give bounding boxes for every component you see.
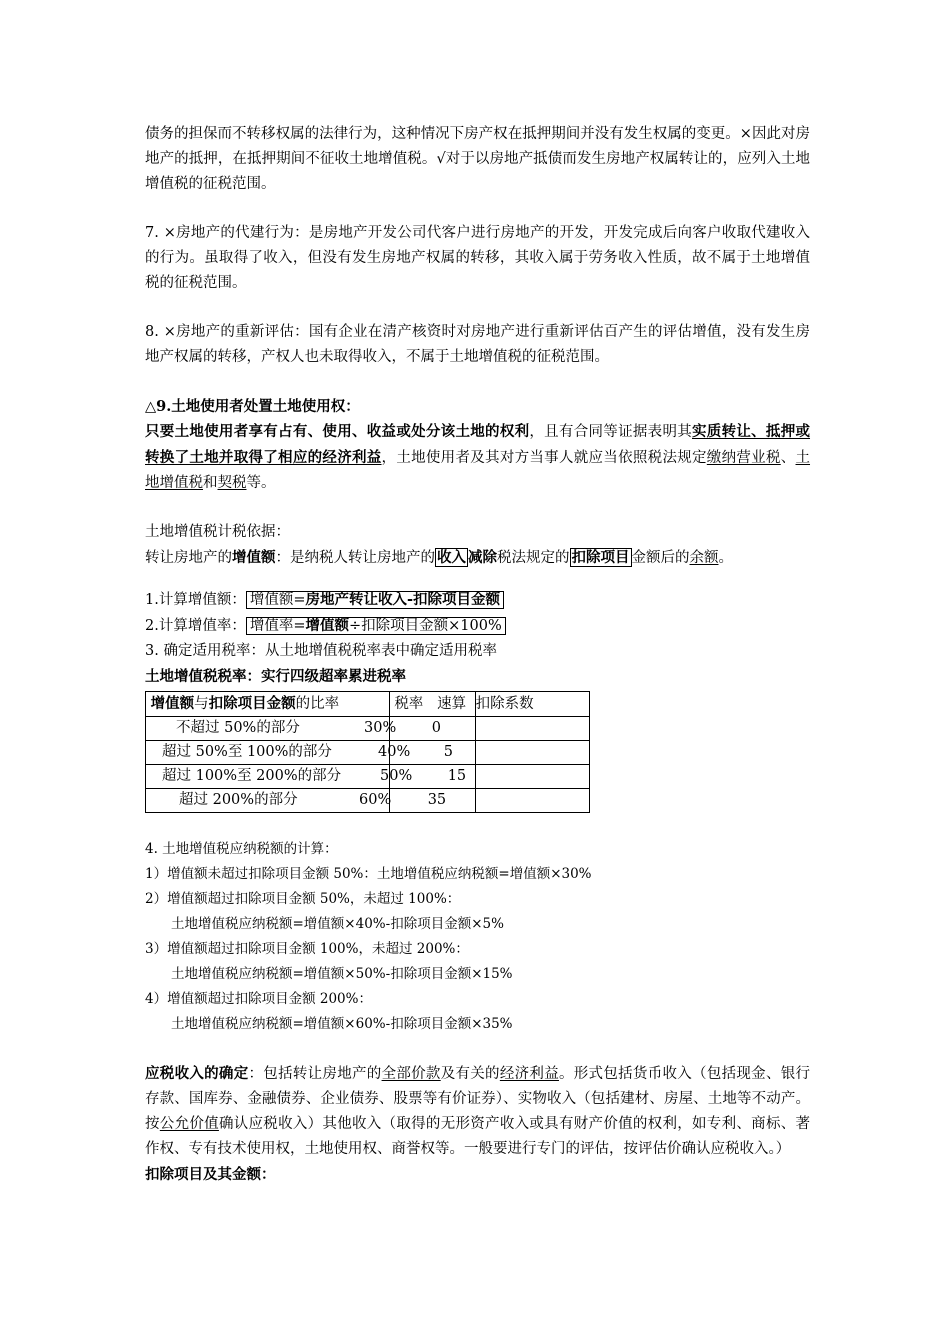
table-row	[146, 765, 590, 789]
para-9-key-condition: 实质转让、抵押或转换了土地并取得了相应的经济利益	[145, 423, 811, 466]
basis-text: 税法规定的	[497, 550, 570, 566]
row-quick-cell	[389, 741, 475, 765]
row-range-text: 不超过 50%的部分	[176, 720, 300, 736]
para-9-tail: ，土地使用者及其对方当事人就应当依照税法规定	[381, 450, 707, 466]
table-row	[146, 717, 590, 741]
step-2-pre: 增值率=	[249, 618, 306, 634]
row-quick-cell	[389, 717, 475, 741]
para-9-bold-lead: 只要土地使用者享有占有、使用、收益或处分该土地的权利	[145, 423, 530, 440]
basis-term: 增值额	[232, 549, 276, 566]
row-empty	[475, 765, 589, 789]
table-row	[146, 741, 590, 765]
basis-text: ：是纳税人转让房地产的	[275, 550, 435, 566]
para-9-body	[145, 419, 810, 496]
income-text: 。形式包括货币收入（包括现金、银行存款、国库券、金融债券、企业债券、股票等有价证券）、实物收入（包括建材、房屋、土地等不动产。按	[145, 1066, 811, 1132]
step-2-post: ÷扣除项目金额×100%	[349, 618, 502, 634]
row-rate: 60%	[359, 792, 392, 808]
row-range	[146, 717, 397, 741]
row-rate: 40%	[378, 744, 411, 760]
income-economic-benefit: 经济利益	[499, 1066, 559, 1082]
step-1-formula-box	[246, 591, 504, 609]
table-row	[146, 789, 590, 813]
row-range-text: 超过 50%至 100%的部分	[162, 744, 332, 760]
row-quick: 35	[427, 792, 447, 808]
step-2	[145, 613, 810, 639]
basis-income-box: 收入	[437, 549, 466, 566]
calc-formula-3: 土地增值税应纳税额=增值额×50%-扣除项目金额×15%	[171, 966, 513, 982]
step-2-formula-box	[246, 617, 506, 635]
row-empty	[475, 789, 589, 813]
header-rate	[389, 692, 475, 717]
row-quick: 0	[431, 720, 441, 736]
calc-line-2: 2）增值额超过扣除项目金额 50%，未超过 100%：	[145, 891, 461, 907]
para-mortgage: 债务的担保而不转移权属的法律行为，这种情况下房产权在抵押期间并没有发生权属的变更。×因此对房地产的抵押，在抵押期间不征收土地增值税。√对于以房地产抵债而发生房地产权属转让的，应列入土地增值税的征税范围。	[145, 126, 810, 192]
row-range-text: 超过 100%至 200%的部分	[162, 768, 342, 784]
basis-title: 土地增值税计税依据：	[145, 524, 290, 540]
para-9-mid: ，且有合同等证据表明其	[529, 424, 693, 440]
tax-deed: 契税	[217, 475, 247, 491]
row-empty	[475, 717, 589, 741]
row-range-text: 超过 200%的部分	[179, 792, 298, 808]
calc-formula-4: 土地增值税应纳税额=增值额×60%-扣除项目金额×35%	[171, 1016, 513, 1032]
income-heading: 应税收入的确定	[145, 1065, 249, 1082]
income-fair-value: 公允价值	[159, 1116, 219, 1132]
row-quick: 15	[447, 768, 467, 784]
step-1-formula: 房地产转让收入-扣除项目金额	[305, 591, 501, 608]
basis-deduct-box: 扣除项目	[571, 549, 630, 566]
rate-table	[145, 691, 590, 813]
header-quick-label: 速算	[437, 695, 467, 712]
step-1	[145, 587, 810, 613]
row-range	[146, 789, 390, 813]
income-text: ：包括转让房地产的	[248, 1066, 382, 1082]
header-coef: 扣除系数	[475, 692, 589, 717]
rate-table-title: 土地增值税税率：实行四级超率累进税率	[145, 668, 406, 685]
header-ratio-mid: 与	[194, 696, 209, 712]
row-quick-cell	[389, 765, 475, 789]
row-rate: 50%	[380, 768, 413, 784]
header-ratio-end: 的比率	[295, 696, 340, 712]
row-range	[146, 765, 413, 789]
row-quick: 5	[443, 744, 453, 760]
sep: 、	[780, 450, 796, 466]
basis-text: 转让房地产的	[145, 550, 232, 566]
row-empty	[475, 741, 589, 765]
tax-business: 缴纳营业税	[706, 450, 781, 466]
para-8-revaluation: 8. ×房地产的重新评估：国有企业在清产核资时对房地产进行重新评估百产生的评估增值，没有发生房地产权属的转移，产权人也未取得收入，不属于土地增值税的征税范围。	[145, 324, 810, 365]
step-2-bold: 增值额	[305, 617, 349, 634]
income-paragraph	[145, 1061, 810, 1162]
tax-land-vat: 土地增值税	[145, 450, 811, 491]
document-page	[145, 122, 810, 1187]
row-rate: 30%	[364, 720, 397, 736]
basis-minus: 减除	[468, 549, 497, 566]
calc-line-3: 3）增值额超过扣除项目金额 100%，未超过 200%：	[145, 941, 469, 957]
calc-line-1: 1）增值额未超过扣除项目金额 50%：土地增值税应纳税额=增值额×30%	[145, 866, 592, 882]
calc-line-4: 4）增值额超过扣除项目金额 200%：	[145, 991, 372, 1007]
row-range	[146, 741, 411, 765]
calc-formula-2: 土地增值税应纳税额=增值额×40%-扣除项目金额×5%	[171, 916, 504, 932]
step-1-label: 1.计算增值额：	[145, 592, 246, 608]
para-9-heading: △9.土地使用者处置土地使用权：	[145, 398, 360, 415]
para-7-agency-construction: 7. ×房地产的代建行为：是房地产开发公司代客户进行房地产的开发，开发完成后向客户收取代建收入的行为。虽取得了收入，但没有发生房地产权属的转移，其收入属于劳务收入性质，故不属于土地增值税的征税范围。	[145, 225, 810, 291]
step-3: 3. 确定适用税率：从土地增值税税率表中确定适用税率	[145, 643, 497, 659]
header-rate-label: 税率	[394, 695, 424, 712]
row-quick-cell	[389, 789, 475, 813]
income-text: 及有关的	[440, 1066, 500, 1082]
sep: 和	[203, 475, 218, 491]
basis-definition	[145, 545, 810, 571]
rate-table-header	[146, 692, 590, 717]
calc-title: 4. 土地增值税应纳税额的计算：	[145, 841, 338, 857]
basis-text: 金额后的	[631, 550, 690, 566]
income-full-price: 全部价款	[381, 1066, 441, 1082]
basis-text: 。	[718, 550, 733, 566]
header-ratio-bold1: 增值额	[150, 695, 195, 712]
header-ratio-bold2: 扣除项目金额	[208, 695, 296, 712]
para-9-end: 等。	[246, 475, 276, 491]
income-text: 确认应税收入）其他收入（取得的无形资产收入或具有财产价值的权利，如专利、商标、著作权、专有技术使用权，土地使用权、商誉权等。一般要进行专门的评估，按评估价确认应税收入。）	[145, 1116, 811, 1157]
basis-balance: 余额	[689, 550, 719, 566]
header-ratio	[146, 692, 390, 717]
deduction-heading: 扣除项目及其金额：	[145, 1166, 276, 1183]
step-1-pre: 增值额=	[249, 592, 306, 608]
step-2-label: 2.计算增值率：	[145, 618, 246, 634]
